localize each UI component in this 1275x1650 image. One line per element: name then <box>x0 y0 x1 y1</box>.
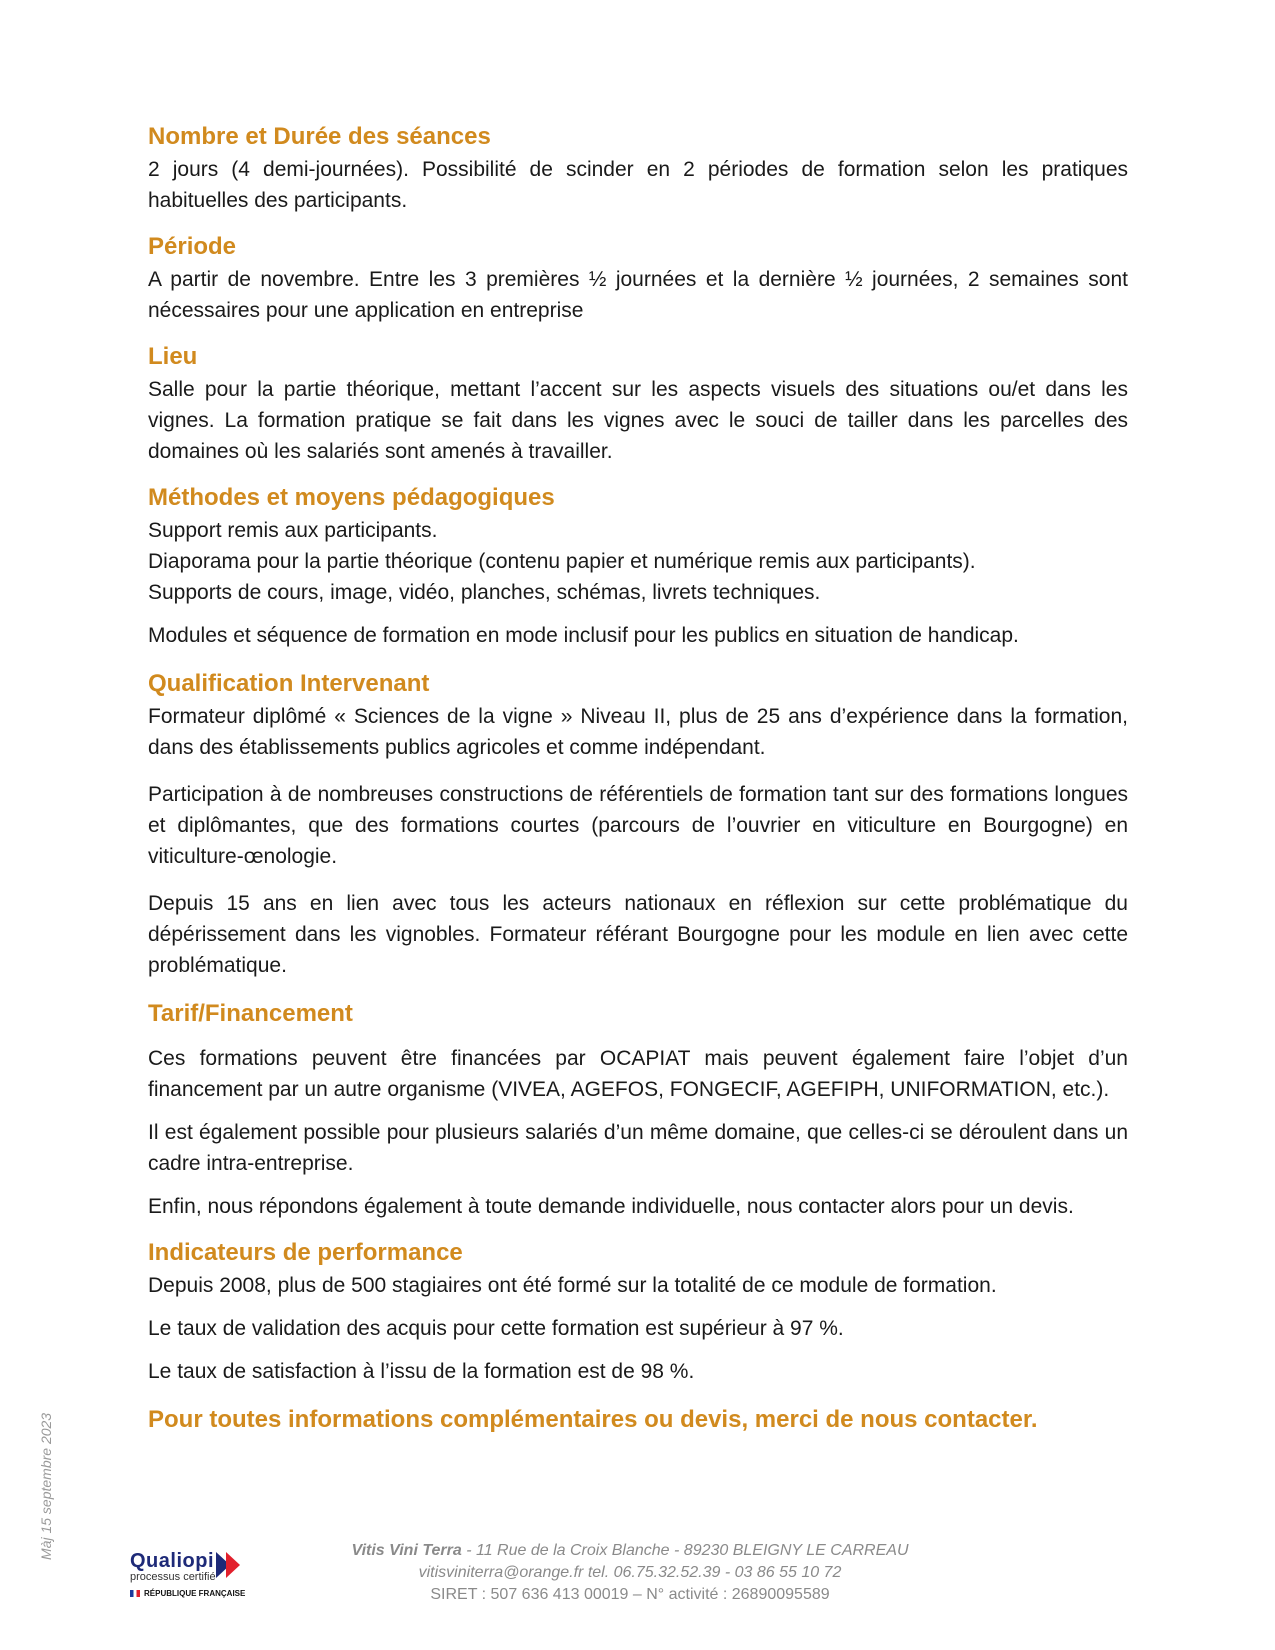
french-flag-icon <box>130 1590 140 1597</box>
footer-address: - 11 Rue de la Croix Blanche - 89230 BLEIGNY LE CARREAU <box>461 1542 909 1559</box>
document-body <box>148 120 1128 1437</box>
page-footer <box>330 1540 930 1606</box>
paragraph: Ces formations peuvent être financées par OCAPIAT mais peuvent également faire l’objet d’un financement par un autre organisme (VIVEA, AGEFOS, FONGECIF, AGEFIPH, UNIFORMATION, etc.). <box>148 1047 1128 1101</box>
qualiopi-logo <box>130 1550 260 1610</box>
section-indicateurs <box>148 1236 1128 1387</box>
qualiopi-subtitle: processus certifié <box>130 1571 216 1583</box>
section-title: Lieu <box>148 343 198 370</box>
republique-text: RÉPUBLIQUE FRANÇAISE <box>144 1589 246 1598</box>
line: Diaporama pour la partie théorique (contenu papier et numérique remis aux participants). <box>148 550 976 573</box>
paragraph: Il est également possible pour plusieurs salariés d’un même domaine, que celles-ci se déroulent dans un cadre intra-entreprise. <box>148 1121 1128 1175</box>
paragraph: A partir de novembre. Entre les 3 premières ½ journées et la dernière ½ journées, 2 semaines sont nécessaires pour une application en entreprise <box>148 268 1128 322</box>
paragraph: Participation à de nombreuses constructions de référentiels de formation tant sur des formations longues et diplômantes, que des formations courtes (parcours de l’ouvrier en viticulture en Bourgogne) en viticulture-œnologie. <box>148 783 1128 868</box>
paragraph: Depuis 15 ans en lien avec tous les acteurs nationaux en réflexion sur cette problématique du dépérissement dans les vignobles. Formateur référant Bourgogne pour les module en lien avec cette problématique. <box>148 892 1128 977</box>
footer-brand: Vitis Vini Terra <box>351 1542 462 1559</box>
republique-label <box>130 1589 260 1598</box>
section-periode <box>148 230 1128 326</box>
paragraph: 2 jours (4 demi-journées). Possibilité de scinder en 2 périodes de formation selon les pratiques habituelles des participants. <box>148 158 1128 212</box>
qualiopi-arrow-icon <box>216 1552 246 1578</box>
paragraph: Formateur diplômé « Sciences de la vigne » Niveau II, plus de 25 ans d’expérience dans la formation, dans des établissements publics agricoles et comme indépendant. <box>148 705 1128 759</box>
section-methodes <box>148 481 1128 651</box>
paragraph: Salle pour la partie théorique, mettant l’accent sur les aspects visuels des situations ou/et dans les vignes. La formation pratique se fait dans les vignes avec le souci de tailler dans les parcelles des domaines où les salariés sont amenés à travailler. <box>148 378 1128 463</box>
paragraph: Depuis 2008, plus de 500 stagiaires ont été formé sur la totalité de ce module de formation. <box>148 1274 997 1297</box>
section-title: Nombre et Durée des séances <box>148 123 491 150</box>
section-title: Qualification Intervenant <box>148 670 430 697</box>
paragraph: Enfin, nous répondons également à toute demande individuelle, nous contacter alors pour un devis. <box>148 1195 1074 1218</box>
line: Support remis aux participants. <box>148 519 438 542</box>
section-title: Méthodes et moyens pédagogiques <box>148 484 555 511</box>
section-lieu <box>148 340 1128 467</box>
footer-address-line <box>330 1540 930 1562</box>
section-title: Indicateurs de performance <box>148 1239 463 1266</box>
section-tarif <box>148 997 1128 1222</box>
paragraph: Le taux de validation des acquis pour cette formation est supérieur à 97 %. <box>148 1317 844 1340</box>
paragraph: Le taux de satisfaction à l’issu de la formation est de 98 %. <box>148 1360 695 1383</box>
paragraph: Modules et séquence de formation en mode inclusif pour les publics en situation de handicap. <box>148 624 1019 647</box>
update-date: Màj 15 septembre 2023 <box>38 1412 54 1560</box>
line: Supports de cours, image, vidéo, planches, schémas, livrets techniques. <box>148 581 821 604</box>
closing-message: Pour toutes informations complémentaires ou devis, merci de nous contacter. <box>148 1406 1038 1433</box>
section-title: Période <box>148 233 237 260</box>
section-title: Tarif/Financement <box>148 1000 353 1027</box>
footer-contact: vitisviniterra@orange.fr tel. 06.75.32.52.39 - 03 86 55 10 72 <box>418 1564 842 1581</box>
section-qualification <box>148 667 1128 981</box>
qualiopi-name: Qualiopi <box>130 1550 214 1572</box>
section-duree <box>148 120 1128 216</box>
footer-siret: SIRET : 507 636 413 00019 – N° activité : 26890095589 <box>430 1586 830 1603</box>
